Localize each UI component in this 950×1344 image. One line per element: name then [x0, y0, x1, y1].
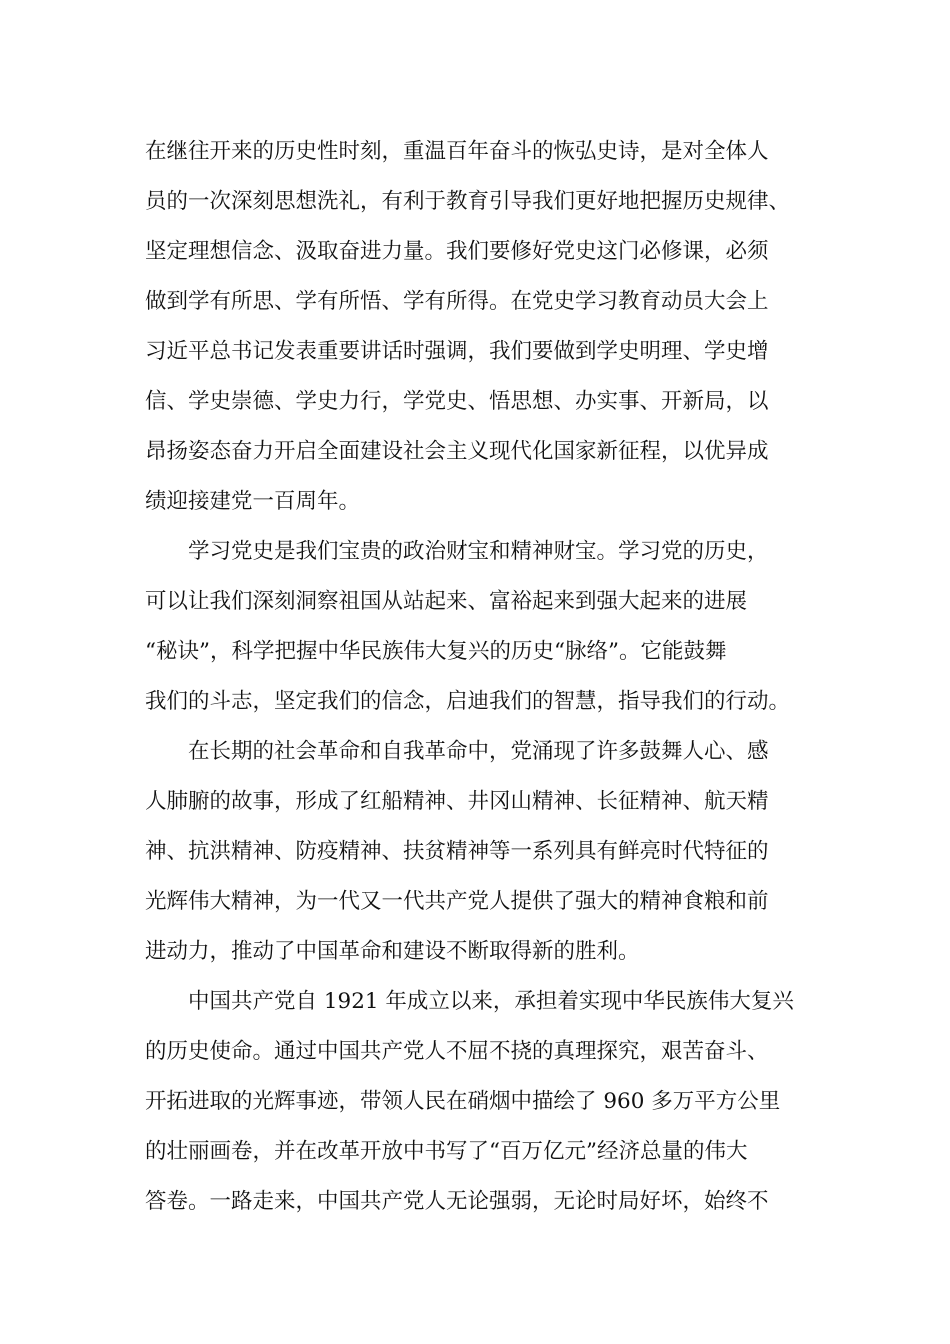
paragraph-4-line-4: 的壮丽画卷，并在改革开放中书写了“百万亿元”经济总量的伟大	[145, 1139, 748, 1164]
paragraph-4-line-3: 开拓进取的光辉事迹，带领人民在硝烟中描绘了 960 多万平方公里	[145, 1089, 781, 1114]
paragraph-2-line-3: “秘诀”，科学把握中华民族伟大复兴的历史“脉络”。它能鼓舞	[145, 639, 727, 664]
paragraph-2-line-4: 我们的斗志，坚定我们的信念，启迪我们的智慧，指导我们的行动。	[145, 689, 791, 714]
paragraph-1-line-2: 员的一次深刻思想洗礼，有利于教育引导我们更好地把握历史规律、	[145, 189, 791, 214]
paragraph-1-line-5: 习近平总书记发表重要讲话时强调，我们要做到学史明理、学史增	[145, 339, 769, 364]
paragraph-3-line-3: 神、抗洪精神、防疫精神、扶贫精神等一系列具有鲜亮时代特征的	[145, 839, 769, 864]
paragraph-4-line-5: 答卷。一路走来，中国共产党人无论强弱，无论时局好坏，始终不	[145, 1189, 769, 1214]
paragraph-1-line-8: 绩迎接建党一百周年。	[145, 489, 361, 514]
paragraph-1-line-1: 在继往开来的历史性时刻，重温百年奋斗的恢弘史诗，是对全体人	[145, 139, 769, 164]
paragraph-1-line-7: 昂扬姿态奋力开启全面建设社会主义现代化国家新征程，以优异成	[145, 439, 769, 464]
paragraph-3-line-5: 进动力，推动了中国革命和建设不断取得新的胜利。	[145, 939, 640, 964]
paragraph-4-line-2: 的历史使命。通过中国共产党人不屈不挠的真理探究，艰苦奋斗、	[145, 1039, 769, 1064]
paragraph-3-line-1: 在长期的社会革命和自我革命中，党涌现了许多鼓舞人心、感	[188, 739, 769, 764]
paragraph-2-line-1: 学习党史是我们宝贵的政治财宝和精神财宝。学习党的历史，	[188, 539, 769, 564]
paragraph-3-line-4: 光辉伟大精神，为一代又一代共产党人提供了强大的精神食粮和前	[145, 889, 769, 914]
paragraph-3-line-2: 人肺腑的故事，形成了红船精神、井冈山精神、长征精神、航天精	[145, 789, 769, 814]
document-body	[145, 127, 825, 1227]
paragraph-1-line-6: 信、学史崇德、学史力行，学党史、悟思想、办实事、开新局，以	[145, 389, 769, 414]
paragraph-1-line-3: 坚定理想信念、汲取奋进力量。我们要修好党史这门必修课，必须	[145, 239, 769, 264]
paragraph-4-line-1: 中国共产党自 1921 年成立以来，承担着实现中华民族伟大复兴	[188, 989, 794, 1014]
paragraph-1-line-4: 做到学有所思、学有所悟、学有所得。在党史学习教育动员大会上	[145, 289, 769, 314]
paragraph-2-line-2: 可以让我们深刻洞察祖国从站起来、富裕起来到强大起来的进展	[145, 589, 748, 614]
